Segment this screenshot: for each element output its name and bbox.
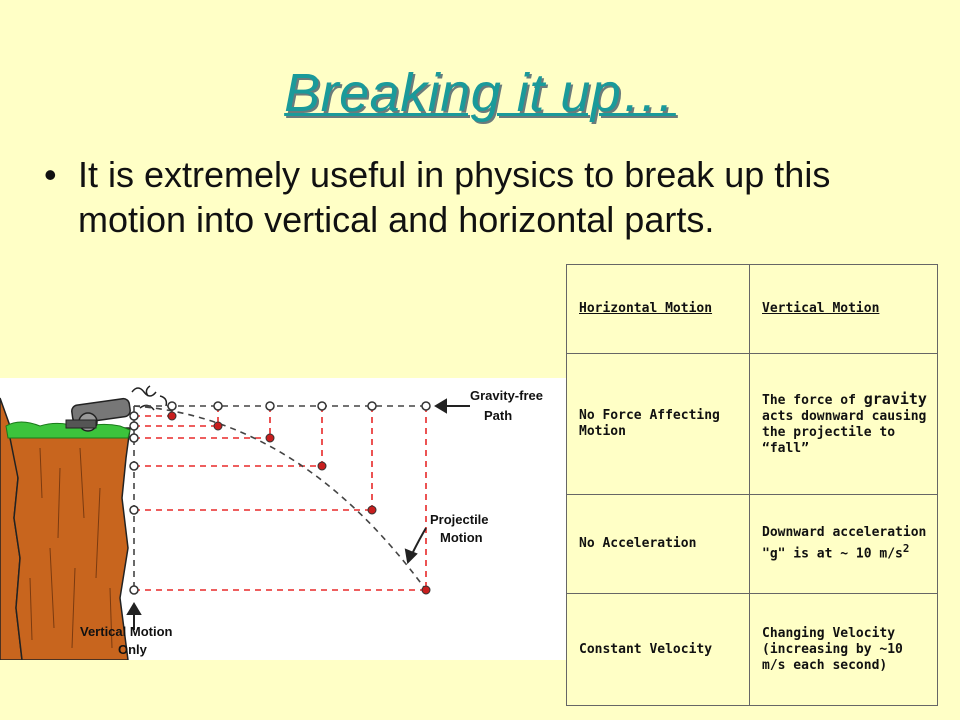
cell-vertical-text-a: Downward acceleration "g" is at ~ 10 m/s xyxy=(762,525,927,562)
label-gravity-free-path: Path xyxy=(484,408,513,423)
bullet-point xyxy=(44,152,864,242)
cell-vertical: Changing Velocity (increasing by ~10 m/s each second) xyxy=(750,594,938,706)
label-gravity-free xyxy=(470,388,543,403)
guide-lines xyxy=(134,406,430,590)
cell-vertical-text-b: gravity xyxy=(863,390,927,408)
position-dots xyxy=(130,402,430,594)
cell-vertical-text-a: The force of xyxy=(762,393,864,408)
header-vertical-label: Vertical Motion xyxy=(762,301,880,316)
projectile-diagram xyxy=(0,378,566,660)
label-vertical-motion: Vertical Motion xyxy=(80,624,173,639)
cell-horizontal: Constant Velocity xyxy=(567,594,750,706)
bullet-text: It is extremely useful in physics to break up this motion into vertical and horizontal parts. xyxy=(78,154,831,240)
cannon-icon xyxy=(66,386,166,431)
motion-comparison-table xyxy=(566,264,938,706)
cell-horizontal: No Acceleration xyxy=(567,495,750,594)
label-projectile: Projectile xyxy=(430,512,489,527)
table-header-row xyxy=(567,265,938,354)
label-gravity-free-line1: Gravity-free xyxy=(470,388,543,403)
cell-horizontal: No Force Affecting Motion xyxy=(567,354,750,495)
cell-vertical xyxy=(750,354,938,495)
header-horizontal xyxy=(567,265,750,354)
label-vertical-only: Only xyxy=(118,642,147,657)
table-row xyxy=(567,495,938,594)
label-projectile-motion: Motion xyxy=(440,530,483,545)
bullet-dot: • xyxy=(44,154,57,195)
cell-vertical-superscript: 2 xyxy=(902,542,910,556)
projectile-diagram-svg xyxy=(0,378,566,660)
table-row xyxy=(567,594,938,706)
cell-vertical xyxy=(750,495,938,594)
table-row xyxy=(567,354,938,495)
header-vertical xyxy=(750,265,938,354)
cell-vertical-text-c: acts downward causing the projectile to “fall” xyxy=(762,409,927,456)
arrow-icons xyxy=(128,400,470,630)
header-horizontal-label: Horizontal Motion xyxy=(579,301,713,316)
slide-title: Breaking it up… xyxy=(284,63,676,123)
